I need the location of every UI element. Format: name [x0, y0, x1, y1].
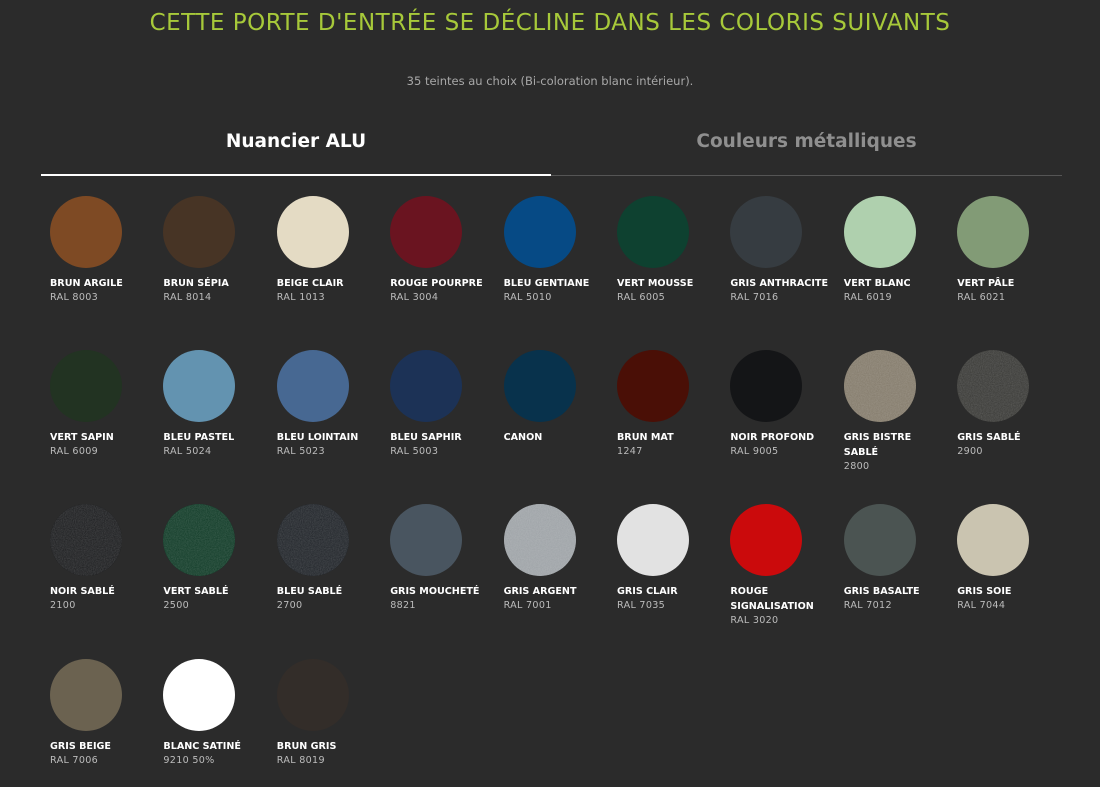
- color-swatch-code: RAL 7035: [617, 600, 666, 611]
- color-swatch-code: 2100: [50, 600, 76, 611]
- color-swatch-name: GRIS ANTHRACITE: [730, 278, 829, 289]
- color-swatch-name: BLANC SATINÉ: [163, 741, 241, 752]
- color-swatch-code: RAL 1013: [276, 292, 325, 303]
- color-swatch[interactable]: [50, 350, 155, 459]
- color-swatch-circle[interactable]: [390, 504, 462, 576]
- color-swatch-circle[interactable]: [957, 504, 1029, 576]
- color-swatch[interactable]: [957, 196, 1062, 305]
- color-swatch-circle[interactable]: [50, 659, 122, 731]
- color-swatch-circle[interactable]: [617, 504, 689, 576]
- page-title: CETTE PORTE D'ENTRÉE SE DÉCLINE DANS LES COLORIS SUIVANTS: [149, 10, 951, 36]
- color-swatch[interactable]: [617, 196, 722, 305]
- color-swatch-circle[interactable]: [730, 350, 802, 422]
- sand-texture: [50, 504, 122, 576]
- color-swatch[interactable]: [504, 196, 609, 305]
- color-swatch-circle[interactable]: [163, 196, 235, 268]
- color-swatch-circle[interactable]: [277, 196, 349, 268]
- color-swatch-circle[interactable]: [163, 350, 235, 422]
- color-swatch-circle[interactable]: [50, 350, 122, 422]
- color-swatch-code: 2500: [163, 600, 190, 611]
- color-swatch[interactable]: [504, 350, 609, 445]
- color-swatch-circle[interactable]: [504, 196, 576, 268]
- color-swatch-code: 1247: [617, 446, 643, 457]
- color-swatch-name: BLEU PASTEL: [163, 432, 235, 443]
- color-swatch-name: VERT MOUSSE: [617, 278, 694, 289]
- color-swatch-name: GRIS ARGENT: [503, 586, 577, 597]
- color-swatch-code: RAL 7012: [843, 600, 892, 611]
- tab-nuancier-alu[interactable]: Nuancier ALU: [41, 120, 551, 176]
- color-swatch-name: CANON: [503, 432, 543, 443]
- color-swatch-circle[interactable]: [957, 196, 1029, 268]
- color-swatch[interactable]: [50, 504, 155, 613]
- color-swatch[interactable]: [277, 196, 382, 305]
- color-swatch-code: RAL 5023: [276, 446, 325, 457]
- color-swatch-name: NOIR SABLÉ: [50, 586, 115, 597]
- color-swatch-circle[interactable]: [730, 196, 802, 268]
- color-swatch[interactable]: [617, 350, 722, 459]
- color-swatch-code: RAL 5024: [163, 446, 212, 457]
- color-swatch-name: BRUN GRIS: [276, 741, 337, 752]
- color-swatch-name: BLEU LOINTAIN: [276, 432, 359, 443]
- color-swatch-circle[interactable]: [390, 196, 462, 268]
- color-swatch[interactable]: [730, 196, 835, 305]
- color-swatch-circle[interactable]: [277, 350, 349, 422]
- color-swatch-name: VERT SAPIN: [50, 432, 114, 443]
- color-swatch-name: VERT BLANC: [843, 278, 911, 289]
- color-swatch-code: 2700: [276, 600, 303, 611]
- color-swatch-code: 9210 50%: [163, 755, 215, 766]
- color-swatch-code: 8821: [390, 600, 416, 611]
- color-swatch-name: BRUN ARGILE: [50, 278, 123, 289]
- sand-texture: [277, 504, 349, 576]
- color-swatch-circle[interactable]: [163, 504, 235, 576]
- color-swatch-circle[interactable]: [957, 350, 1029, 422]
- color-swatch-name: ROUGE POURPRE: [390, 278, 483, 289]
- color-swatch[interactable]: [957, 350, 1062, 459]
- color-swatch-circle[interactable]: [50, 504, 122, 576]
- color-swatch-circle[interactable]: [277, 504, 349, 576]
- color-swatch[interactable]: [390, 350, 495, 459]
- color-swatch-circle[interactable]: [390, 350, 462, 422]
- color-swatch[interactable]: [390, 504, 495, 613]
- color-swatch[interactable]: [277, 659, 382, 768]
- color-swatch-name: BLEU SABLÉ: [276, 586, 343, 597]
- sand-texture: [957, 350, 1029, 422]
- color-swatch-name: GRIS BASALTE: [843, 586, 920, 597]
- color-swatch-name: GRIS BEIGE: [50, 741, 111, 752]
- color-swatch[interactable]: [504, 504, 609, 613]
- color-swatch-circle[interactable]: [730, 504, 802, 576]
- color-swatch-code: RAL 7001: [503, 600, 552, 611]
- color-swatch-code: RAL 7016: [730, 292, 779, 303]
- color-swatch-code: RAL 8019: [276, 755, 325, 766]
- color-swatch[interactable]: [730, 350, 835, 459]
- color-swatch[interactable]: [957, 504, 1062, 613]
- color-swatch[interactable]: [50, 196, 155, 305]
- color-swatch-name: BRUN SÉPIA: [163, 278, 229, 289]
- color-swatch-name: GRIS SOIE: [957, 586, 1012, 597]
- color-swatch-name: BLEU SAPHIR: [390, 432, 462, 443]
- color-swatch-name: BLEU GENTIANE: [503, 278, 590, 289]
- color-swatch[interactable]: [50, 659, 155, 768]
- color-swatch-circle[interactable]: [504, 350, 576, 422]
- color-swatch[interactable]: [844, 350, 949, 474]
- color-swatch[interactable]: [844, 504, 949, 613]
- color-swatch[interactable]: [277, 350, 382, 459]
- sand-texture: [163, 504, 235, 576]
- color-swatch-code: RAL 3004: [390, 292, 439, 303]
- tab-couleurs-metalliques[interactable]: Couleurs métalliques: [551, 120, 1062, 176]
- color-swatch-code: RAL 6009: [50, 446, 99, 457]
- color-swatch-name: GRIS BISTRE SABLÉ: [843, 432, 912, 458]
- color-swatch[interactable]: [163, 196, 268, 305]
- color-swatch[interactable]: [844, 196, 949, 305]
- color-swatch-circle[interactable]: [504, 504, 576, 576]
- color-swatch-code: RAL 6005: [617, 292, 666, 303]
- color-swatch[interactable]: [390, 196, 495, 305]
- color-swatch-code: 2900: [957, 446, 983, 457]
- color-swatch-name: NOIR PROFOND: [730, 432, 815, 443]
- page-subtitle: 35 teintes au choix (Bi-coloration blanc intérieur).: [406, 74, 694, 88]
- color-swatch-name: BEIGE CLAIR: [276, 278, 344, 289]
- color-swatch-circle[interactable]: [163, 659, 235, 731]
- color-swatch-code: RAL 5003: [390, 446, 439, 457]
- color-swatch-circle[interactable]: [277, 659, 349, 731]
- color-swatch-code: RAL 9005: [730, 446, 779, 457]
- color-swatch[interactable]: [617, 504, 722, 613]
- color-swatch-circle[interactable]: [844, 504, 916, 576]
- color-swatch-circle[interactable]: [617, 196, 689, 268]
- color-swatch[interactable]: [163, 659, 268, 768]
- color-swatch-code: RAL 8003: [50, 292, 99, 303]
- color-swatch-code: RAL 5010: [503, 292, 552, 303]
- color-swatch-code: RAL 6019: [843, 292, 892, 303]
- color-swatch[interactable]: [730, 504, 835, 628]
- color-swatch-name: GRIS SABLÉ: [957, 432, 1021, 443]
- color-swatch[interactable]: [163, 504, 268, 613]
- color-swatch-circle[interactable]: [844, 350, 916, 422]
- color-swatch[interactable]: [163, 350, 268, 459]
- color-swatch-code: RAL 8014: [163, 292, 212, 303]
- color-swatch[interactable]: [277, 504, 382, 613]
- color-swatch-name: VERT PÂLE: [957, 278, 1015, 289]
- color-swatch-circle[interactable]: [50, 196, 122, 268]
- color-swatch-code: RAL 7006: [50, 755, 99, 766]
- color-swatch-name: ROUGE SIGNALISATION: [730, 586, 814, 612]
- color-swatch-name: VERT SABLÉ: [163, 586, 229, 597]
- sand-texture: [504, 504, 576, 576]
- color-swatch-code: RAL 3020: [730, 615, 779, 626]
- color-swatch-name: GRIS CLAIR: [617, 586, 678, 597]
- color-swatch-circle[interactable]: [617, 350, 689, 422]
- color-swatch-name: GRIS MOUCHETÉ: [390, 586, 480, 597]
- color-swatch-code: RAL 6021: [957, 292, 1006, 303]
- color-swatch-name: BRUN MAT: [617, 432, 674, 443]
- color-tabs: [41, 120, 1062, 175]
- sand-texture: [844, 350, 916, 422]
- color-swatch-code: 2800: [843, 461, 870, 472]
- color-swatch-code: RAL 7044: [957, 600, 1006, 611]
- color-swatch-circle[interactable]: [844, 196, 916, 268]
